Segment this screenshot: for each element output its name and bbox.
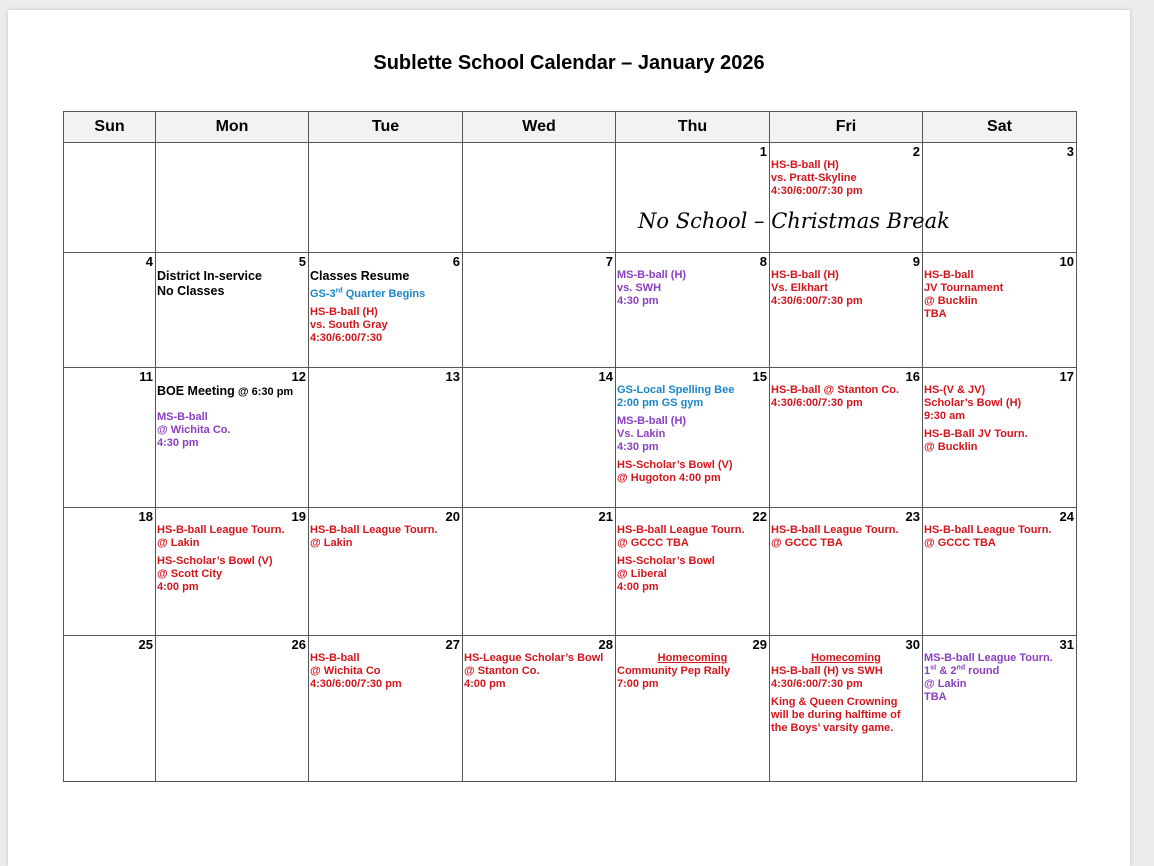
day-cell-21 [463, 508, 616, 636]
event-line: HS-B-ball League Tourn. [617, 524, 745, 536]
day-number: 22 [752, 509, 767, 524]
event-line: HS-B-ball League Tourn. [924, 524, 1052, 536]
event-scholars-bowl [616, 459, 769, 485]
day-number: 14 [598, 369, 613, 384]
event-hs-bball [770, 159, 922, 198]
event-line: 4:30 pm [617, 295, 659, 307]
day-number: 18 [138, 509, 153, 524]
event-ms-bball [616, 415, 769, 454]
event-line: @ Wichita Co [310, 665, 381, 677]
day-number: 16 [905, 369, 920, 384]
event-line: will be during halftime of [771, 709, 901, 721]
day-cell-22 [616, 508, 770, 636]
event-line: 4:30/6:00/7:30 pm [771, 295, 863, 307]
event-scholars-bowl [463, 652, 615, 691]
day-cell-7 [463, 253, 616, 368]
event-text: round [965, 665, 1000, 677]
day-number: 21 [598, 509, 613, 524]
event-line: 4:30/6:00/7:30 pm [771, 185, 863, 197]
day-number: 20 [445, 509, 460, 524]
event-jv-tournament [923, 428, 1076, 454]
event-scholars-bowl [616, 555, 769, 594]
day-cell-16 [770, 368, 923, 508]
event-hs-bball [309, 306, 462, 345]
weekday-sun: Sun [64, 112, 156, 143]
event-line: 4:30/6:00/7:30 [310, 332, 383, 344]
day-number: 6 [452, 254, 460, 269]
event-line: vs. Pratt-Skyline [771, 172, 857, 184]
week-row [64, 253, 1077, 368]
event-line: King & Queen Crowning [771, 696, 898, 708]
day-number: 2 [912, 144, 920, 159]
day-number: 31 [1059, 637, 1074, 652]
event-line: @ Lakin [924, 678, 967, 690]
day-cell-5 [156, 253, 309, 368]
event-line: TBA [924, 691, 947, 703]
event-text: @ 6:30 pm [234, 386, 294, 398]
weekday-wed: Wed [463, 112, 616, 143]
day-number: 12 [291, 369, 306, 384]
event-line: @ Lakin [310, 537, 353, 549]
event-line: HS-B-ball (H) vs SWH [771, 665, 883, 677]
day-cell-20 [309, 508, 463, 636]
week-row [64, 368, 1077, 508]
event-line: TBA [924, 308, 947, 320]
event-scholars-bowl [156, 555, 308, 594]
event-heading: Homecoming [657, 652, 728, 664]
event-line: 4:30/6:00/7:30 pm [771, 397, 863, 409]
day-number: 24 [1059, 509, 1074, 524]
event-line: HS-B-ball (H) [771, 159, 839, 171]
day-cell-24 [923, 508, 1077, 636]
event-line: HS-B-ball @ Stanton Co. [771, 384, 900, 396]
event-line: HS-B-ball League Tourn. [310, 524, 438, 536]
event-league-tourn [309, 524, 462, 550]
event-line: HS-B-ball League Tourn. [771, 524, 899, 536]
event-line: @ Wichita Co. [157, 424, 231, 436]
week-row [64, 508, 1077, 636]
week-row [64, 143, 1077, 253]
day-cell-29 [616, 636, 770, 782]
event-line: HS-B-ball [924, 269, 974, 281]
day-number: 3 [1066, 144, 1074, 159]
day-cell-empty [64, 143, 156, 253]
page-title: Sublette School Calendar – January 2026 [373, 52, 765, 74]
day-number: 19 [291, 509, 306, 524]
event-line: 4:00 pm [617, 581, 659, 593]
event-line: @ Bucklin [924, 441, 978, 453]
day-number: 15 [752, 369, 767, 384]
day-cell-2 [770, 143, 923, 253]
weekday-sat: Sat [923, 112, 1077, 143]
event-line: HS-B-ball (H) [310, 306, 378, 318]
day-cell-18 [64, 508, 156, 636]
event-line: @ Hugoton 4:00 pm [617, 472, 721, 484]
day-cell-1 [616, 143, 770, 253]
week-row [64, 636, 1077, 782]
event-text: GS-3 [310, 288, 336, 300]
event-inservice [156, 269, 308, 299]
day-cell-empty [309, 143, 463, 253]
event-line: HS-B-ball League Tourn. [157, 524, 285, 536]
weekday-mon: Mon [156, 112, 309, 143]
event-line: 7:00 pm [617, 678, 659, 690]
day-number: 13 [445, 369, 460, 384]
day-cell-23 [770, 508, 923, 636]
event-line: MS-B-ball League Tourn. [924, 652, 1053, 664]
event-line: the Boys’ varsity game. [771, 722, 894, 734]
christmas-break-banner: No School – Christmas Break [638, 209, 950, 233]
weekday-thu: Thu [616, 112, 770, 143]
event-sup: rd [335, 287, 343, 295]
event-line: 4:30/6:00/7:30 pm [310, 678, 402, 690]
day-number: 17 [1059, 369, 1074, 384]
event-hs-bball [770, 269, 922, 308]
event-line: @ GCCC TBA [617, 537, 689, 549]
event-text: 1 [924, 665, 931, 677]
day-cell-25 [64, 636, 156, 782]
event-league-tourn [616, 524, 769, 550]
event-league-tourn [156, 524, 308, 550]
event-line: MS-B-ball [157, 411, 208, 423]
event-line: @ Liberal [617, 568, 667, 580]
day-cell-30 [770, 636, 923, 782]
event-line: District In-service [157, 269, 262, 283]
day-cell-9 [770, 253, 923, 368]
event-hs-bball [770, 384, 922, 410]
event-line: @ GCCC TBA [924, 537, 996, 549]
day-cell-empty [463, 143, 616, 253]
day-cell-26 [156, 636, 309, 782]
event-league-tourn [770, 524, 922, 550]
event-king-queen [770, 696, 922, 735]
day-number: 29 [752, 637, 767, 652]
event-line: @ Bucklin [924, 295, 978, 307]
day-cell-27 [309, 636, 463, 782]
day-cell-empty [156, 143, 309, 253]
event-line: 2:00 pm GS gym [617, 397, 704, 409]
day-number: 9 [912, 254, 920, 269]
event-line: HS-B-ball [310, 652, 360, 664]
day-number: 7 [605, 254, 613, 269]
day-cell-17 [923, 368, 1077, 508]
day-cell-13 [309, 368, 463, 508]
event-line: HS-B-ball (H) [771, 269, 839, 281]
day-number: 27 [445, 637, 460, 652]
day-cell-4 [64, 253, 156, 368]
day-number: 5 [298, 254, 306, 269]
day-number: 10 [1059, 254, 1074, 269]
event-line: MS-B-ball (H) [617, 269, 687, 281]
event-line: HS-(V & JV) [924, 384, 986, 396]
event-jv-tournament [923, 269, 1076, 321]
day-cell-3 [923, 143, 1077, 253]
event-line: @ Lakin [157, 537, 200, 549]
event-line: HS-B-Ball JV Tourn. [924, 428, 1028, 440]
day-number: 28 [598, 637, 613, 652]
event-line: vs. SWH [617, 282, 662, 294]
day-number: 8 [759, 254, 767, 269]
day-cell-6 [309, 253, 463, 368]
event-line: @ Scott City [157, 568, 223, 580]
event-line: 4:00 pm [464, 678, 506, 690]
day-number: 26 [291, 637, 306, 652]
event-line: @ Stanton Co. [464, 665, 540, 677]
day-number: 30 [905, 637, 920, 652]
event-homecoming [770, 652, 922, 691]
event-line: Vs. Elkhart [771, 282, 828, 294]
event-text: & 2 [936, 665, 957, 677]
event-scholars-bowl [923, 384, 1076, 423]
day-cell-28 [463, 636, 616, 782]
event-homecoming [616, 652, 769, 691]
event-line: MS-B-ball (H) [617, 415, 687, 427]
weekday-fri: Fri [770, 112, 923, 143]
event-ms-bball [616, 269, 769, 308]
day-number: 4 [145, 254, 153, 269]
event-league-tourn [923, 524, 1076, 550]
event-sup: nd [956, 664, 966, 672]
event-line: vs. South Gray [310, 319, 388, 331]
day-cell-14 [463, 368, 616, 508]
day-cell-11 [64, 368, 156, 508]
event-ms-bball [156, 411, 308, 450]
event-line: No Classes [157, 284, 225, 298]
day-number: 11 [139, 369, 153, 384]
event-line: 9:30 am [924, 410, 965, 422]
event-sup: st [930, 664, 937, 672]
event-boe-meeting [156, 384, 308, 399]
event-line: HS-League Scholar’s Bowl [464, 652, 604, 664]
event-line: HS-Scholar’s Bowl (V) [617, 459, 733, 471]
event-line: @ GCCC TBA [771, 537, 843, 549]
event-line: 4:30 pm [617, 441, 659, 453]
event-spelling-bee [616, 384, 769, 410]
event-hs-bball [309, 652, 462, 691]
event-line: 4:00 pm [157, 581, 199, 593]
event-classes-resume: Classes Resume [310, 269, 410, 283]
event-line: JV Tournament [924, 282, 1004, 294]
day-cell-8 [616, 253, 770, 368]
event-line [924, 665, 1075, 678]
day-cell-12 [156, 368, 309, 508]
event-line: Scholar’s Bowl (H) [924, 397, 1022, 409]
day-number: 25 [138, 637, 153, 652]
day-cell-31 [923, 636, 1077, 782]
event-line: 4:30 pm [157, 437, 199, 449]
day-number: 23 [905, 509, 920, 524]
event-line: GS-Local Spelling Bee [617, 384, 735, 396]
weekday-tue: Tue [309, 112, 463, 143]
day-cell-10 [923, 253, 1077, 368]
day-cell-19 [156, 508, 309, 636]
event-line: Community Pep Rally [617, 665, 731, 677]
event-line: HS-Scholar’s Bowl (V) [157, 555, 273, 567]
event-line: HS-Scholar’s Bowl [617, 555, 715, 567]
event-gs-quarter [309, 288, 462, 301]
event-line: Vs. Lakin [617, 428, 666, 440]
event-ms-league-tourn [923, 652, 1076, 704]
event-text: BOE Meeting [157, 384, 235, 398]
day-cell-15 [616, 368, 770, 508]
event-line: 4:30/6:00/7:30 pm [771, 678, 863, 690]
event-text: Quarter Begins [342, 288, 426, 300]
weekday-header-row [64, 112, 1077, 143]
day-number: 1 [759, 144, 767, 159]
event-heading: Homecoming [811, 652, 881, 664]
